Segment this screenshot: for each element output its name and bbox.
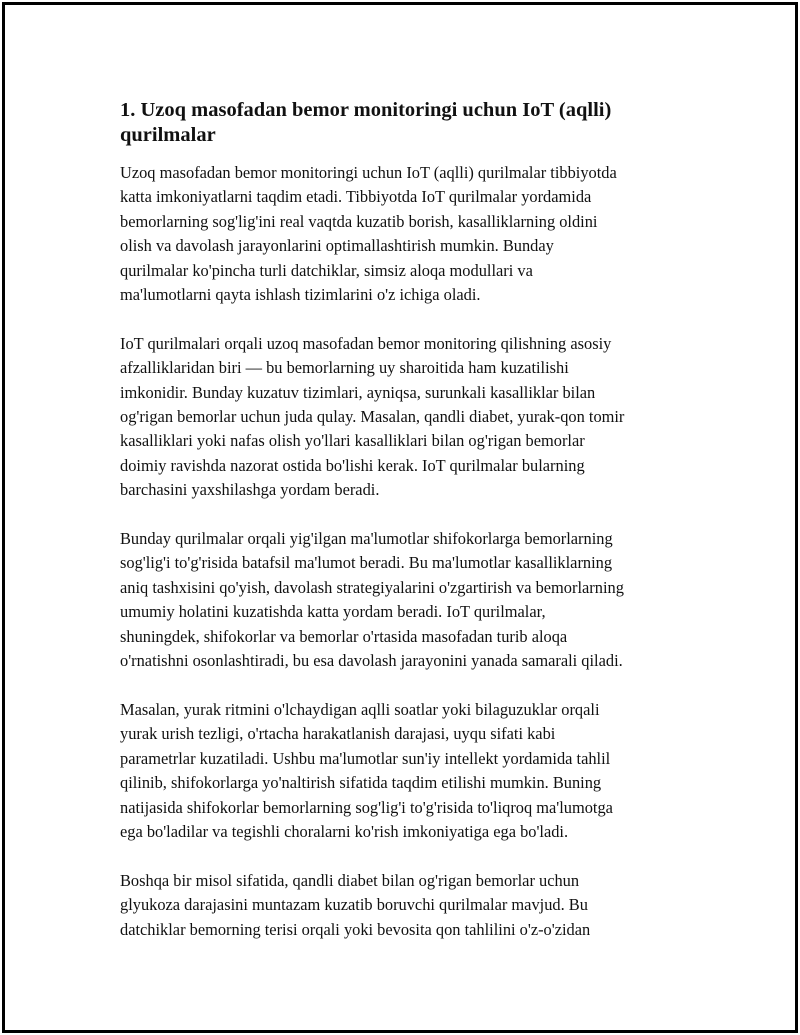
paragraph-line: natijasida shifokorlar bemorlarning sog'lig'i to'g'risida to'liqroq ma'lumotga (120, 797, 613, 817)
paragraph-line: imkonidir. Bunday kuzatuv tizimlari, ayniqsa, surunkali kasalliklar bilan (120, 382, 596, 402)
paragraph-line: umumiy holatini kuzatishda katta yordam beradi. IoT qurilmalar, (120, 602, 546, 622)
paragraph-3 (120, 527, 700, 673)
paragraph-line: aniq tashxisini qo'yish, davolash strategiyalarini o'zgartirish va bemorlarning (120, 577, 624, 597)
paragraph-line: shuningdek, shifokorlar va bemorlar o'rtasida masofadan turib aloqa (120, 626, 568, 646)
title-line: qurilmalar (120, 124, 216, 146)
paragraph-line: doimiy ravishda nazorat ostida bo'lishi kerak. IoT qurilmalar bularning (120, 455, 585, 475)
section-title (120, 98, 700, 148)
paragraph-line: katta imkoniyatlarni taqdim etadi. Tibbiyotda IoT qurilmalar yordamida (120, 187, 592, 207)
page-frame (2, 2, 798, 1033)
paragraph-5 (120, 869, 700, 942)
paragraph-line: IoT qurilmalari orqali uzoq masofadan bemor monitoring qilishning asosiy (120, 333, 612, 353)
paragraph-line: barchasini yaxshilashga yordam beradi. (120, 480, 380, 500)
paragraph-line: qurilmalar ko'pincha turli datchiklar, simsiz aloqa modullari va (120, 260, 533, 280)
paragraph-line: parametrlar kuzatiladi. Ushbu ma'lumotlar sun'iy intellekt yordamida tahlil (120, 748, 611, 768)
paragraph-line: datchiklar bemorning terisi orqali yoki bevosita qon tahlilini o'z-o'zidan (120, 919, 591, 939)
paragraph-line: Uzoq masofadan bemor monitoringi uchun IoT (aqlli) qurilmalar tibbiyotda (120, 163, 617, 182)
paragraph-2 (120, 332, 700, 503)
paragraph-line: kasalliklari yoki nafas olish yo'llari kasalliklari bilan og'rigan bemorlar (120, 431, 585, 451)
paragraph-line: glyukoza darajasini muntazam kuzatib boruvchi qurilmalar mavjud. Bu (120, 895, 588, 915)
paragraph-line: Masalan, yurak ritmini o'lchaydigan aqlli soatlar yoki bilaguzuklar orqali (120, 699, 600, 719)
paragraph-line: o'rnatishni osonlashtiradi, bu esa davolash jarayonini yanada samarali qiladi. (120, 651, 623, 671)
paragraph-line: ega bo'ladilar va tegishli choralarni ko'rish imkoniyatiga ega bo'ladi. (120, 821, 569, 841)
paragraph-line: afzalliklaridan biri — bu bemorlarning uy sharoitida ham kuzatilishi (120, 358, 569, 378)
paragraph-line: Boshqa bir misol sifatida, qandli diabet bilan og'rigan bemorlar uchun (120, 870, 580, 890)
paragraph-line: olish va davolash jarayonlarini optimallashtirish mumkin. Bunday (120, 236, 554, 256)
paragraph-line: bemorlarning sog'lig'ini real vaqtda kuzatib borish, kasalliklarning oldini (120, 211, 598, 231)
paragraph-line: ma'lumotlarni qayta ishlash tizimlarini o'z ichiga oladi. (120, 285, 481, 305)
document-body (120, 98, 700, 966)
paragraph-1 (120, 161, 700, 307)
paragraph-line: sog'lig'i to'g'risida batafsil ma'lumot beradi. Bu ma'lumotlar kasalliklarning (120, 553, 613, 573)
paragraph-4 (120, 698, 700, 844)
paragraph-line: yurak urish tezligi, o'rtacha harakatlanish darajasi, uyqu sifati kabi (120, 724, 556, 744)
paragraph-line: Bunday qurilmalar orqali yig'ilgan ma'lumotlar shifokorlarga bemorlarning (120, 529, 613, 549)
paragraph-line: qilinib, shifokorlarga yo'naltirish sifatida taqdim etilishi mumkin. Buning (120, 773, 602, 793)
title-line: 1. Uzoq masofadan bemor monitoringi uchun IoT (aqlli) (120, 99, 612, 121)
paragraph-line: og'rigan bemorlar uchun juda qulay. Masalan, qandli diabet, yurak-qon tomir (120, 407, 625, 427)
